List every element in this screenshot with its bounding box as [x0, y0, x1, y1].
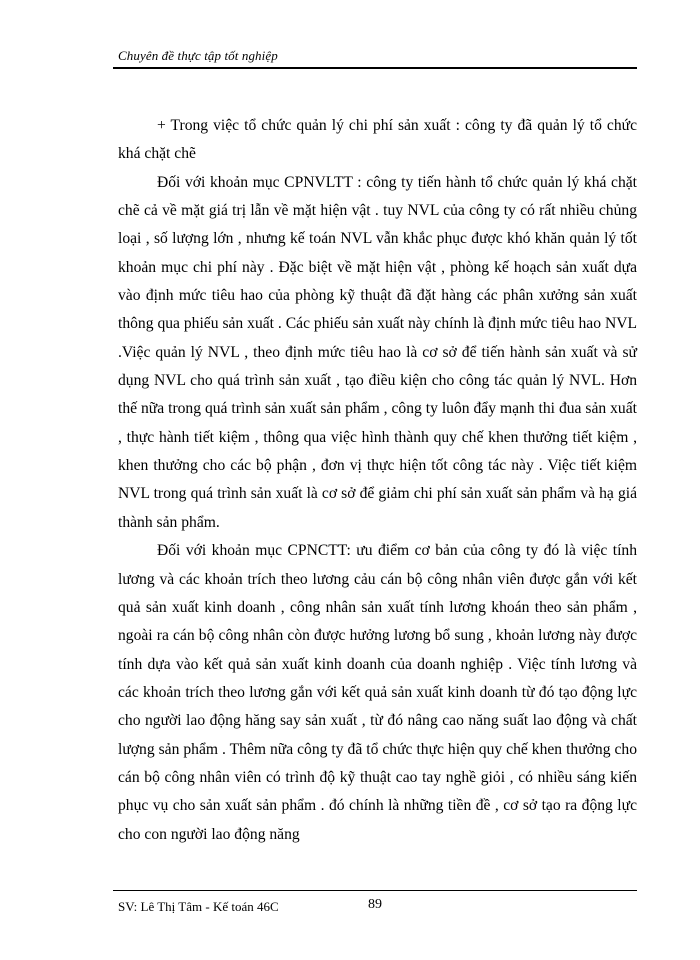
running-header: Chuyên đề thực tập tốt nghiệp [118, 48, 278, 63]
footer-author: SV: Lê Thị Tâm - Kế toán 46C [118, 899, 279, 914]
footer-rule [113, 890, 637, 891]
paragraph: Đối với khoản mục CPNVLTT : công ty tiến hành tổ chức quản lý khá chặt chẽ cả về mặt giá trị lẫn về mặt hiện vật . tuy NVL của công ty có rất nhiều chủng loại , số lượng lớn , nhưng kế toán NVL vẫn khắc phục được khó khăn quản lý tốt khoản mục chi phí này . Đặc biệt về mặt hiện vật , phòng kế hoạch sản xuất dựa vào định mức tiêu hao của phòng kỹ thuật đã đặt hàng các phân xưởng sản xuất thông qua phiếu sản xuất . Các phiếu sản xuất này chính là định mức tiêu hao NVL .Việc quản lý NVL , theo định mức tiêu hao là cơ sở để tiến hành sản xuất và sử dụng NVL cho quá trình sản xuất , tạo điều kiện cho công tác quản lý NVL. Hơn thế nữa trong quá trình sản xuất sản phẩm , công ty luôn đẩy mạnh thi đua sản xuất , thực hành tiết kiệm , thông qua việc hình thành quy chế khen thưởng tiết kiệm , khen thưởng cho các bộ phận , đơn vị thực hiện tốt công tác này . Việc tiết kiệm NVL trong quá trình sản xuất là cơ sở để giảm chi phí sản xuất sản phẩm và hạ giá thành sản phẩm. [118, 173, 637, 531]
paragraph: Đối với khoản mục CPNCTT: ưu điểm cơ bản của công ty đó là việc tính lương và các khoản trích theo lương cảu cán bộ công nhân viên được gắn với kết quả sản xuất kinh doanh , công nhân sản xuất tính lương khoán theo sản phẩm , ngoài ra cán bộ công nhân còn được hưởng lương bổ sung , khoản lương này được tính dựa vào kết quả sản xuất kinh doanh của doanh nghiệp . Việc tính lương và các khoản trích theo lương gắn với kết quả sản xuất kinh doanh từ đó tạo động lực cho người lao động hăng say sản xuất , từ đó nâng cao năng suất lao động và chất lượng sản phẩm . Thêm nữa công ty đã tổ chức thực hiện quy chế khen thưởng cho cán bộ công nhân viên có trình độ kỹ thuật cao tay nghề giỏi , có nhiều sáng kiến phục vụ cho sản xuất sản phẩm . đó chính là những tiền đề , cơ sở tạo ra động lực cho con người lao động năng [118, 542, 637, 843]
header-rule [113, 67, 637, 69]
paragraph: + Trong việc tổ chức quản lý chi phí sản xuất : công ty đã quản lý tổ chức khá chặt chẽ [118, 117, 637, 163]
page-number: 89 [368, 897, 382, 912]
document-body [118, 112, 637, 849]
